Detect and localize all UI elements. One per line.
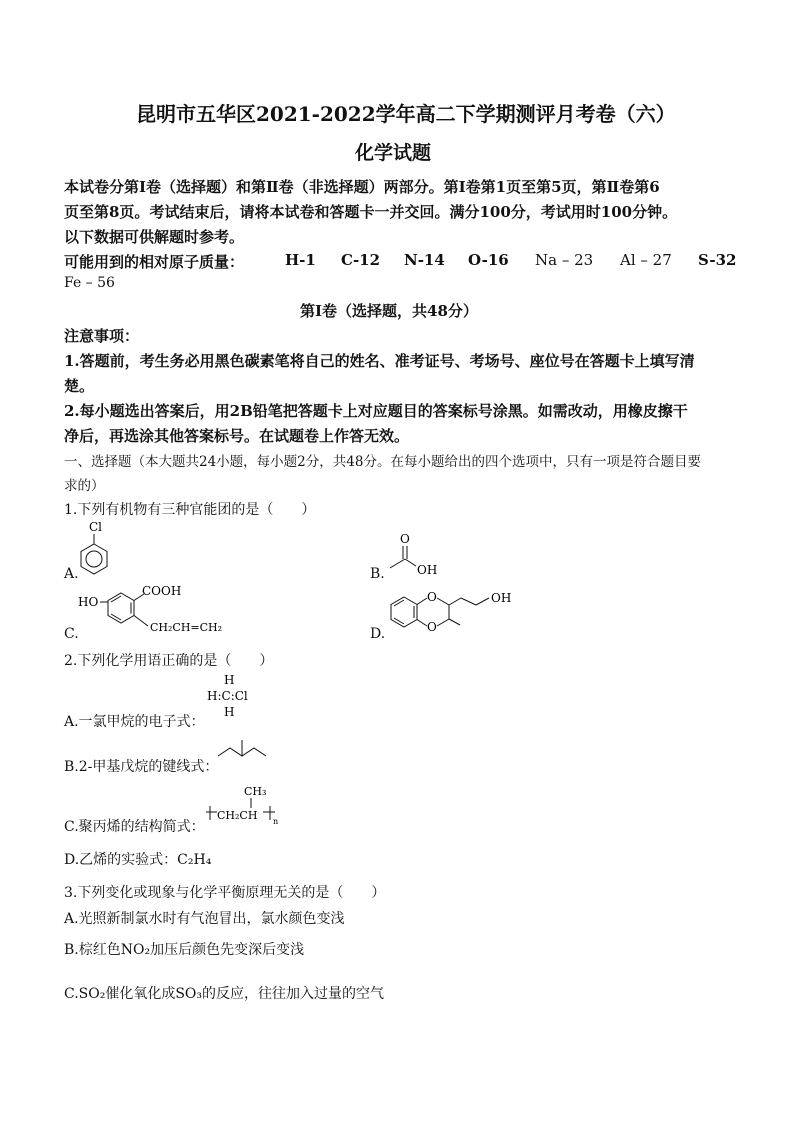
q3-option-b: B.棕红色NO₂加压后颜色先变深后变浅	[64, 942, 305, 958]
q2-option-c: C.聚丙烯的结构简式：	[64, 819, 205, 835]
q2-stem: 2.下列化学用语正确的是（ ）	[64, 653, 274, 669]
note-2-line-2: 净后，再选涂其他答案标号。在试题卷上作答无效。	[64, 427, 410, 445]
mass-h: H-1	[285, 251, 316, 269]
section-1-title: 第Ⅰ卷（选择题，共48分）	[300, 302, 478, 320]
svg-text:n: n	[273, 817, 279, 826]
svg-text:COOH: COOH	[142, 584, 182, 598]
part-1-line-1: 一、选择题（本大题共24小题，每小题2分，共48分。在每小题给出的四个选项中，只有一项是符合题目要	[64, 454, 701, 470]
page-subtitle: 化学试题	[355, 142, 432, 164]
mass-c: C-12	[341, 251, 381, 269]
svg-text:CH₃: CH₃	[244, 785, 267, 798]
note-2-line-1: 2.每小题选出答案后，用2B铅笔把答题卡上对应题目的答案标号涂黑。如需改动，用橡皮擦干	[64, 402, 688, 420]
polypropylene-structure	[200, 780, 290, 832]
mass-o: O-16	[468, 251, 509, 269]
notes-title: 注意事项：	[64, 327, 140, 345]
q2-option-b: B.2-甲基戊烷的键线式：	[64, 759, 219, 775]
svg-text:CH₂CH: CH₂CH	[217, 809, 258, 822]
acetic-acid-structure	[384, 532, 444, 582]
q3-option-c: C.SO₂催化氧化成SO₃的反应，往往加入过量的空气	[64, 986, 385, 1002]
intro-line-1: 本试卷分第Ⅰ卷（选择题）和第Ⅱ卷（非选择题）两部分。第Ⅰ卷第1页至第5页，第Ⅱ卷第6	[64, 178, 660, 196]
page-title: 昆明市五华区2021-2022学年高二下学期测评月考卷（六）	[136, 102, 676, 126]
svg-text:H: H	[224, 673, 235, 687]
q1-option-b: B.	[370, 566, 385, 582]
svg-text:OH: OH	[417, 563, 438, 577]
svg-text:OH: OH	[491, 591, 512, 605]
note-1-line-1: 1.答题前，考生务必用黑色碳素笔将自己的姓名、准考证号、考场号、座位号在答题卡上填写清	[64, 352, 695, 370]
phenolic-acid-structure	[78, 584, 248, 642]
q1-option-a: A.	[64, 566, 79, 582]
svg-text:O: O	[427, 590, 437, 604]
mass-al: Al – 27	[620, 251, 672, 269]
q2-option-d: D.乙烯的实验式：C₂H₄	[64, 852, 212, 868]
svg-text:CH₂CH=CH₂: CH₂CH=CH₂	[150, 621, 223, 634]
mass-s: S-32	[698, 251, 737, 269]
svg-text:H: H	[224, 705, 235, 719]
benzodioxane-structure	[386, 584, 526, 642]
atomic-masses	[0, 251, 794, 295]
methylpentane-skeletal	[214, 736, 274, 766]
q3-option-a: A.光照新制氯水时有气泡冒出，氯水颜色变浅	[64, 911, 345, 927]
svg-text:H:C:Cl: H:C:Cl	[207, 689, 248, 703]
chlorobenzene-structure	[74, 520, 114, 582]
q2-option-a: A.一氯甲烷的电子式：	[64, 714, 205, 730]
mass-na: Na – 23	[535, 251, 594, 269]
intro-line-2: 页至第8页。考试结束后，请将本试卷和答题卡一并交回。满分100分，考试用时100分钟。	[64, 203, 678, 221]
part-1-line-2: 求的）	[64, 478, 105, 494]
q3-stem: 3.下列变化或现象与化学平衡原理无关的是（ ）	[64, 885, 386, 901]
chloromethane-electron-formula	[204, 672, 264, 724]
q1-stem: 1.下列有机物有三种官能团的是（ ）	[64, 502, 316, 518]
mass-fe: Fe – 56	[64, 275, 115, 291]
svg-text:O: O	[427, 620, 437, 634]
masses-label: 可能用到的相对原子质量：	[64, 253, 245, 271]
svg-text:HO: HO	[78, 595, 99, 609]
q1-option-c: C.	[64, 626, 79, 642]
intro-line-3: 以下数据可供解题时参考。	[64, 228, 245, 246]
svg-text:O: O	[400, 532, 410, 546]
note-1-line-2: 楚。	[64, 377, 95, 395]
mass-n: N-14	[404, 251, 445, 269]
svg-text:Cl: Cl	[89, 520, 103, 534]
q1-option-d: D.	[370, 626, 386, 642]
